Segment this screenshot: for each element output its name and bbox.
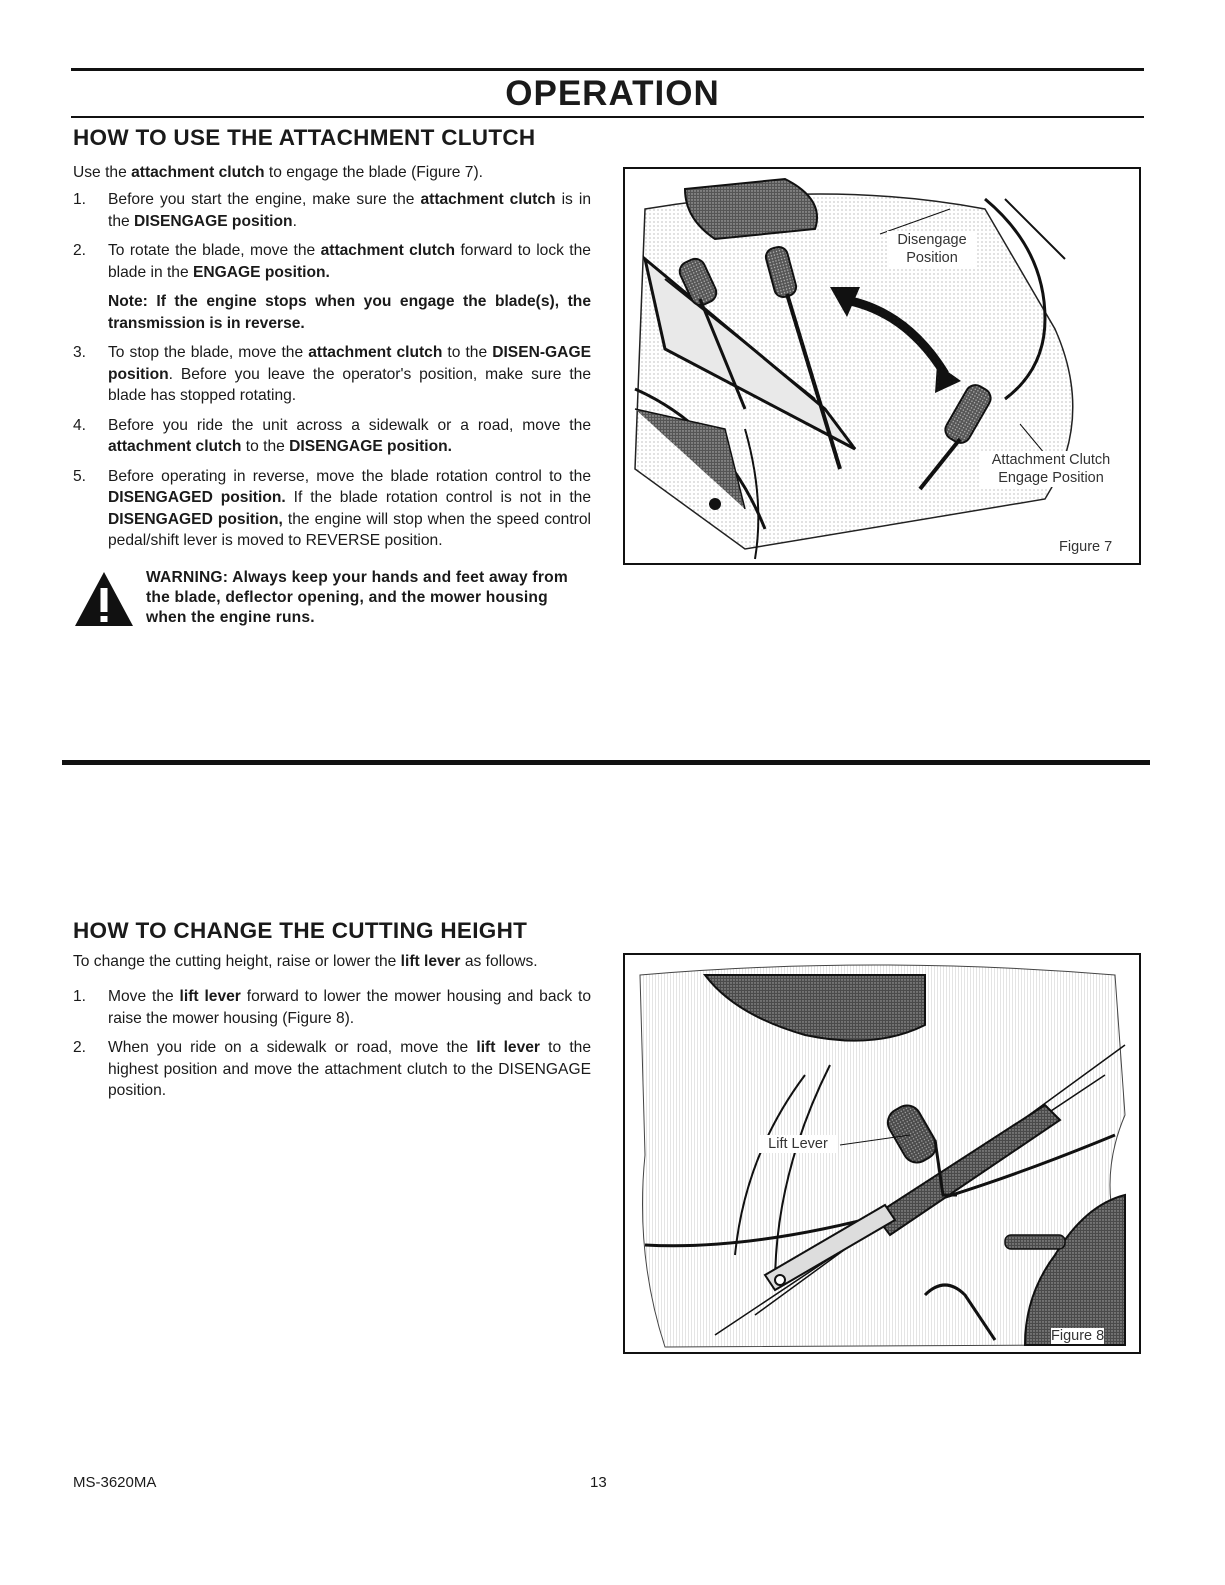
step-text: . xyxy=(292,212,297,230)
intro-text: as follows. xyxy=(460,953,538,970)
model-code: MS-3620MA xyxy=(73,1474,157,1491)
section-divider xyxy=(62,760,1150,765)
step-text-bold: DISEN-GAGE position xyxy=(108,344,591,383)
step-item xyxy=(73,240,591,334)
step-item xyxy=(73,1037,591,1102)
warning-icon xyxy=(73,570,135,628)
step-text-bold: attachment clutch xyxy=(420,191,556,208)
step-item xyxy=(73,415,591,458)
step-text: Move the xyxy=(108,988,180,1005)
intro-bold: lift lever xyxy=(400,953,461,970)
figure-7-caption: Figure 7 xyxy=(1059,539,1113,555)
step-number: 5. xyxy=(73,467,87,485)
step-number: 2. xyxy=(73,1039,87,1056)
clutch-steps-list xyxy=(73,189,591,560)
step-text: When you ride on a sidewalk or road, move the xyxy=(108,1039,477,1056)
step-note: Note: If the engine stops when you engage the blade(s), the transmission is in reverse. xyxy=(108,293,591,332)
step-text-bold: lift lever xyxy=(179,988,241,1005)
step-text: Before you ride the unit across a sidewalk or a road, move the xyxy=(108,416,591,434)
step-item xyxy=(73,466,591,552)
step-text: is in the xyxy=(108,191,591,230)
step-number: 1. xyxy=(73,988,87,1005)
step-number: 1. xyxy=(73,191,87,208)
warning-text: WARNING: Always keep your hands and feet away from the blade, deflector opening, and the mower housing when the engine runs. xyxy=(146,569,568,626)
intro-bold: attachment clutch xyxy=(131,164,265,181)
figure-8-caption: Figure 8 xyxy=(1051,1328,1105,1344)
section-heading-cutting-height: HOW TO CHANGE THE CUTTING HEIGHT xyxy=(73,918,528,943)
intro-text: To change the cutting height, raise or lower the xyxy=(73,953,401,970)
clutch-illustration xyxy=(625,169,1139,563)
section1-intro xyxy=(73,162,591,184)
step-number: 2. xyxy=(73,242,87,259)
step-text: to the xyxy=(241,438,290,455)
step-text: . Before you leave the operator's position, make sure the blade has stopped rotating. xyxy=(108,365,591,404)
cutting-height-steps-list xyxy=(73,986,591,1110)
label-attachment-clutch-engage: Attachment Clutch Engage Position xyxy=(981,451,1121,487)
step-text: Before operating in reverse, move the blade rotation control to the xyxy=(108,467,591,485)
step-item xyxy=(73,189,591,232)
label-lift-lever: Lift Lever xyxy=(758,1135,838,1153)
top-rule xyxy=(71,68,1144,71)
section2-intro xyxy=(73,951,591,973)
step-number: 4. xyxy=(73,416,87,434)
page-title: OPERATION xyxy=(505,74,720,113)
page-number: 13 xyxy=(590,1474,607,1491)
intro-text: to engage the blade (Figure 7). xyxy=(264,164,483,181)
step-text-bold: DISENGAGED position, xyxy=(108,510,283,528)
step-item xyxy=(73,342,591,407)
step-text: forward to lock the blade in the xyxy=(108,242,591,281)
step-text: To rotate the blade, move the xyxy=(108,242,321,259)
step-text-bold: attachment clutch xyxy=(108,438,242,455)
title-underline xyxy=(71,116,1144,118)
step-number: 3. xyxy=(73,344,87,361)
figure-8 xyxy=(623,953,1141,1354)
step-text: forward to lower the mower housing and back to raise the mower housing (Figure 8). xyxy=(108,988,591,1027)
step-text: To stop the blade, move the xyxy=(108,344,309,361)
step-text-bold: DISENGAGED position. xyxy=(108,489,286,506)
section-heading-clutch: HOW TO USE THE ATTACHMENT CLUTCH xyxy=(73,125,536,150)
figure-7 xyxy=(623,167,1141,565)
step-text: If the blade rotation control is not in the xyxy=(285,489,591,506)
warning-block xyxy=(73,568,593,634)
step-text: the engine will stop when the speed control pedal/shift lever is moved to REVERSE position. xyxy=(108,510,591,549)
step-text-bold: DISENGAGE position. xyxy=(289,438,453,455)
step-text-bold: attachment clutch xyxy=(320,242,456,259)
step-text: Before you start the engine, make sure the xyxy=(108,191,421,208)
intro-text: Use the xyxy=(73,164,132,181)
label-disengage-position: Disengage Position xyxy=(887,231,977,267)
step-text-bold: lift lever xyxy=(476,1039,541,1056)
step-text: to the xyxy=(442,344,493,361)
lift-lever-illustration xyxy=(625,955,1139,1352)
step-text-bold: ENGAGE position. xyxy=(192,263,330,281)
step-text: to the highest position and move the attachment clutch to the DISENGAGE position. xyxy=(108,1039,591,1099)
step-text-bold: DISENGAGE position xyxy=(134,212,293,230)
step-text-bold: attachment clutch xyxy=(308,344,443,361)
step-item xyxy=(73,986,591,1029)
